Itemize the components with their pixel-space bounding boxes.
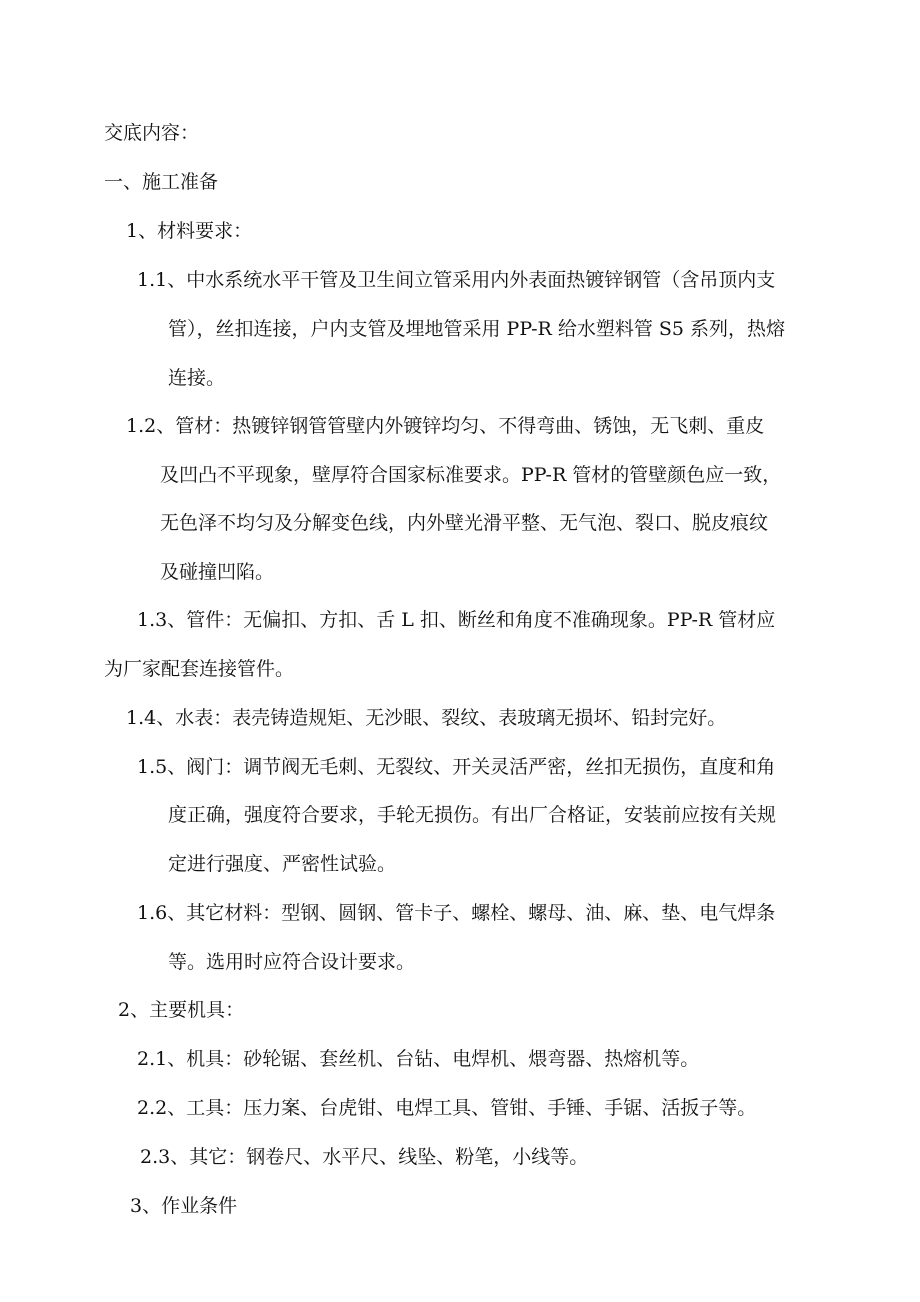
- paragraph-line: 2.1、机具：砂轮锯、套丝机、台钻、电焊机、煨弯器、热熔机等。: [137, 1048, 700, 1070]
- paragraph-line: 1.3、管件：无偏扣、方扣、舌 L 扣、断丝和角度不准确现象。PP-R 管材应: [137, 609, 776, 631]
- paragraph-line: 连接。: [168, 367, 226, 389]
- paragraph-line: 等。选用时应符合设计要求。: [168, 951, 416, 973]
- intro-label: 交底内容：: [104, 122, 200, 144]
- paragraph-line: 及碰撞凹陷。: [160, 561, 275, 583]
- subsection-heading: 3、作业条件: [130, 1195, 238, 1217]
- paragraph-line: 度正确，强度符合要求，手轮无损伤。有出厂合格证，安装前应按有关规: [168, 804, 777, 826]
- paragraph-line: 定进行强度、严密性试验。: [168, 853, 397, 875]
- subsection-heading: 2、主要机具：: [118, 999, 245, 1021]
- section-heading: 一、施工准备: [104, 171, 219, 193]
- paragraph-line: 管），丝扣连接，户内支管及埋地管采用 PP-R 给水塑料管 S5 系列，热熔: [168, 318, 786, 340]
- paragraph-line: 2.3、其它：钢卷尺、水平尺、线坠、粉笔，小线等。: [140, 1146, 589, 1168]
- subsection-heading: 1、材料要求：: [126, 220, 253, 242]
- paragraph-line: 1.5、阀门：调节阀无毛刺、无裂纹、开关灵活严密，丝扣无损伤，直度和角: [137, 756, 776, 778]
- paragraph-line: 及凹凸不平现象，壁厚符合国家标准要求。PP-R 管材的管壁颜色应一致，: [160, 464, 782, 486]
- paragraph-line: 1.1、中水系统水平干管及卫生间立管采用内外表面热镀锌钢管（含吊顶内支: [137, 269, 776, 291]
- paragraph-line: 1.4、水表：表壳铸造规矩、无沙眼、裂纹、表玻璃无损坏、铅封完好。: [126, 707, 727, 729]
- paragraph-line: 1.2、管材：热镀锌钢管管壁内外镀锌均匀、不得弯曲、锈蚀，无飞刺、重皮: [126, 415, 765, 437]
- paragraph-line: 为厂家配套连接管件。: [104, 658, 295, 680]
- paragraph-line: 无色泽不均匀及分解变色线，内外壁光滑平整、无气泡、裂口、脱皮痕纹: [160, 512, 769, 534]
- paragraph-line: 2.2、工具：压力案、台虎钳、电焊工具、管钳、手锤、手锯、活扳子等。: [137, 1097, 757, 1119]
- paragraph-line: 1.6、其它材料：型钢、圆钢、管卡子、螺栓、螺母、油、麻、垫、电气焊条: [137, 902, 776, 924]
